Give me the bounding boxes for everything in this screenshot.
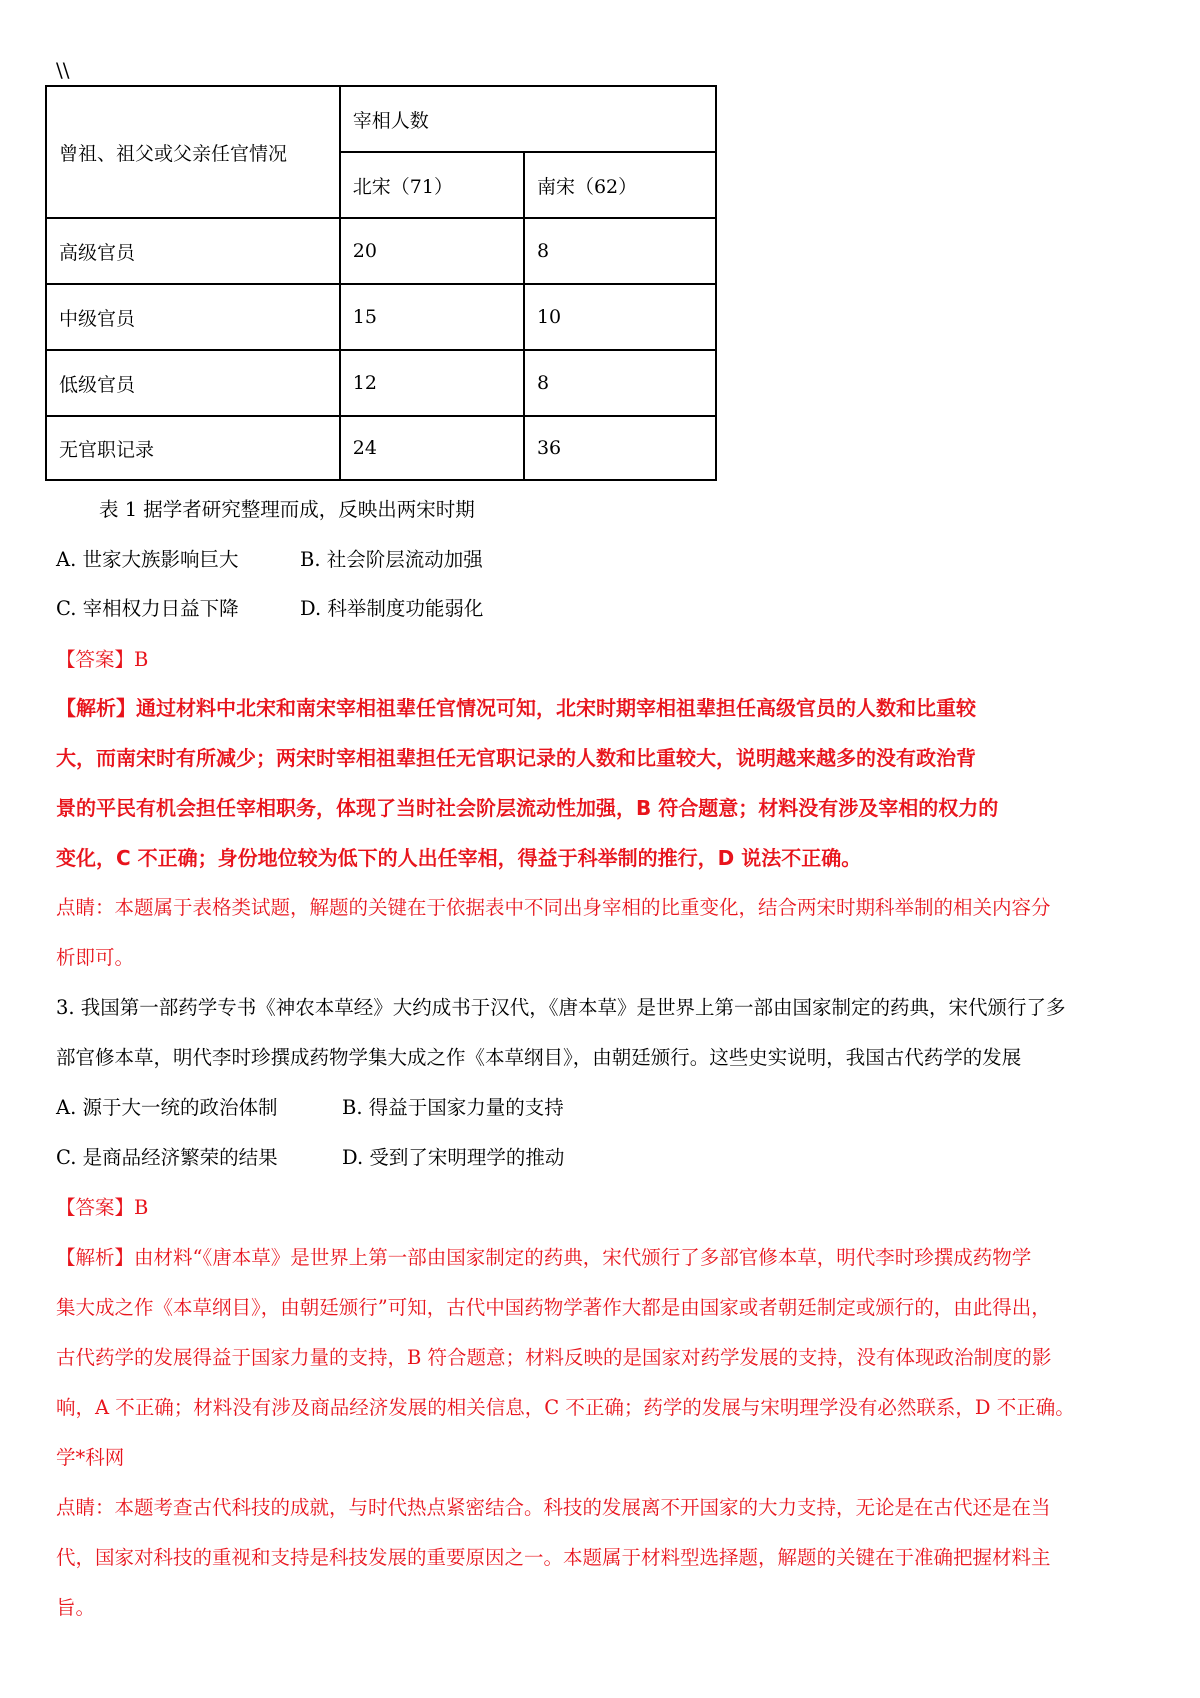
q3-stem-line: 3. 我国第一部药学专书《神农本草经》大约成书于汉代，《唐本草》是世界上第一部由国家制定的药典，宋代颁行了多 [56,996,1066,1019]
q2-options-row-2 [56,595,483,623]
q2-option-b: B. 社会阶层流动加强 [300,548,483,571]
q2-analysis-line: 大，而南宋时有所减少；两宋时宰相祖辈担任无官职记录的人数和比重较大，说明越来越多的没有政治背 [56,746,976,770]
q2-answer: 【答案】B [56,648,149,671]
q2-option-a: A. 世家大族影响巨大 [56,548,239,571]
row-label: 中级官员 [46,284,340,350]
cell-north: 20 [340,218,524,284]
table-header-row [46,86,716,152]
q3-analysis-line: 古代药学的发展得益于国家力量的支持，B 符合题意；材料反映的是国家对药学发展的支持，没有体现政治制度的影 [56,1346,1052,1369]
q2-analysis-line: 【解析】通过材料中北宋和南宋宰相祖辈任官情况可知，北宋时期宰相祖辈担任高级官员的人数和比重较 [56,696,976,720]
chancellor-table [45,85,717,481]
cell-south: 8 [524,218,716,284]
q3-source-tag: 学*科网 [56,1446,125,1469]
cell-north: 24 [340,416,524,480]
q2-comment-line: 析即可。 [56,946,135,969]
q2-comment-line: 点睛：本题属于表格类试题，解题的关键在于依据表中不同出身宰相的比重变化，结合两宋时期科举制的相关内容分 [56,896,1051,919]
q3-analysis-line: 【解析】由材料“《唐本草》是世界上第一部由国家制定的药典，宋代颁行了多部官修本草，明代李时珍撰成药物学 [56,1246,1032,1269]
table-row [46,218,716,284]
header-north-song: 北宋（71） [340,152,524,218]
q3-options-row-1 [56,1094,564,1122]
q3-option-d: D. 受到了宋明理学的推动 [342,1146,565,1169]
table-row [46,284,716,350]
row-label: 低级官员 [46,350,340,416]
header-ancestry: 曾祖、祖父或父亲任官情况 [46,86,340,218]
q2-analysis-line: 景的平民有机会担任宰相职务，体现了当时社会阶层流动性加强，B 符合题意；材料没有涉及宰相的权力的 [56,796,999,820]
q3-comment-line: 点睛：本题考查古代科技的成就，与时代热点紧密结合。科技的发展离不开国家的大力支持，无论是在古代还是在当 [56,1496,1051,1519]
cell-north: 15 [340,284,524,350]
q2-options-row-1 [56,546,483,574]
cell-south: 8 [524,350,716,416]
top-mark: \\ [56,58,70,82]
q3-analysis-line: 集大成之作《本草纲目》，由朝廷颁行”可知，古代中国药物学著作大都是由国家或者朝廷制定或颁行的，由此得出， [56,1296,1051,1319]
header-south-song: 南宋（62） [524,152,716,218]
q3-options-row-2 [56,1144,564,1172]
q2-analysis-line: 变化，C 不正确；身份地位较为低下的人出任宰相，得益于科举制的推行，D 说法不正确。 [56,846,862,870]
q3-option-c: C. 是商品经济繁荣的结果 [56,1146,278,1169]
q3-analysis-line: 响，A 不正确；材料没有涉及商品经济发展的相关信息，C 不正确；药学的发展与宋明理学没有必然联系，D 不正确。 [56,1396,1075,1419]
table-caption: 表 1 据学者研究整理而成，反映出两宋时期 [99,498,475,521]
header-chancellor-count: 宰相人数 [340,86,716,152]
row-label: 无官职记录 [46,416,340,480]
q2-option-c: C. 宰相权力日益下降 [56,597,239,620]
q3-stem-line: 部官修本草，明代李时珍撰成药物学集大成之作《本草纲目》，由朝廷颁行。这些史实说明，我国古代药学的发展 [56,1046,1022,1069]
cell-south: 10 [524,284,716,350]
table-row [46,350,716,416]
cell-north: 12 [340,350,524,416]
q3-option-a: A. 源于大一统的政治体制 [56,1096,278,1119]
q3-comment-line: 代，国家对科技的重视和支持是科技发展的重要原因之一。本题属于材料型选择题，解题的关键在于准确把握材料主 [56,1546,1051,1569]
cell-south: 36 [524,416,716,480]
q2-option-d: D. 科举制度功能弱化 [300,597,484,620]
q3-comment-line: 旨。 [56,1596,96,1619]
row-label: 高级官员 [46,218,340,284]
q3-answer: 【答案】B [56,1196,149,1219]
table-row [46,416,716,480]
q3-option-b: B. 得益于国家力量的支持 [342,1096,564,1119]
